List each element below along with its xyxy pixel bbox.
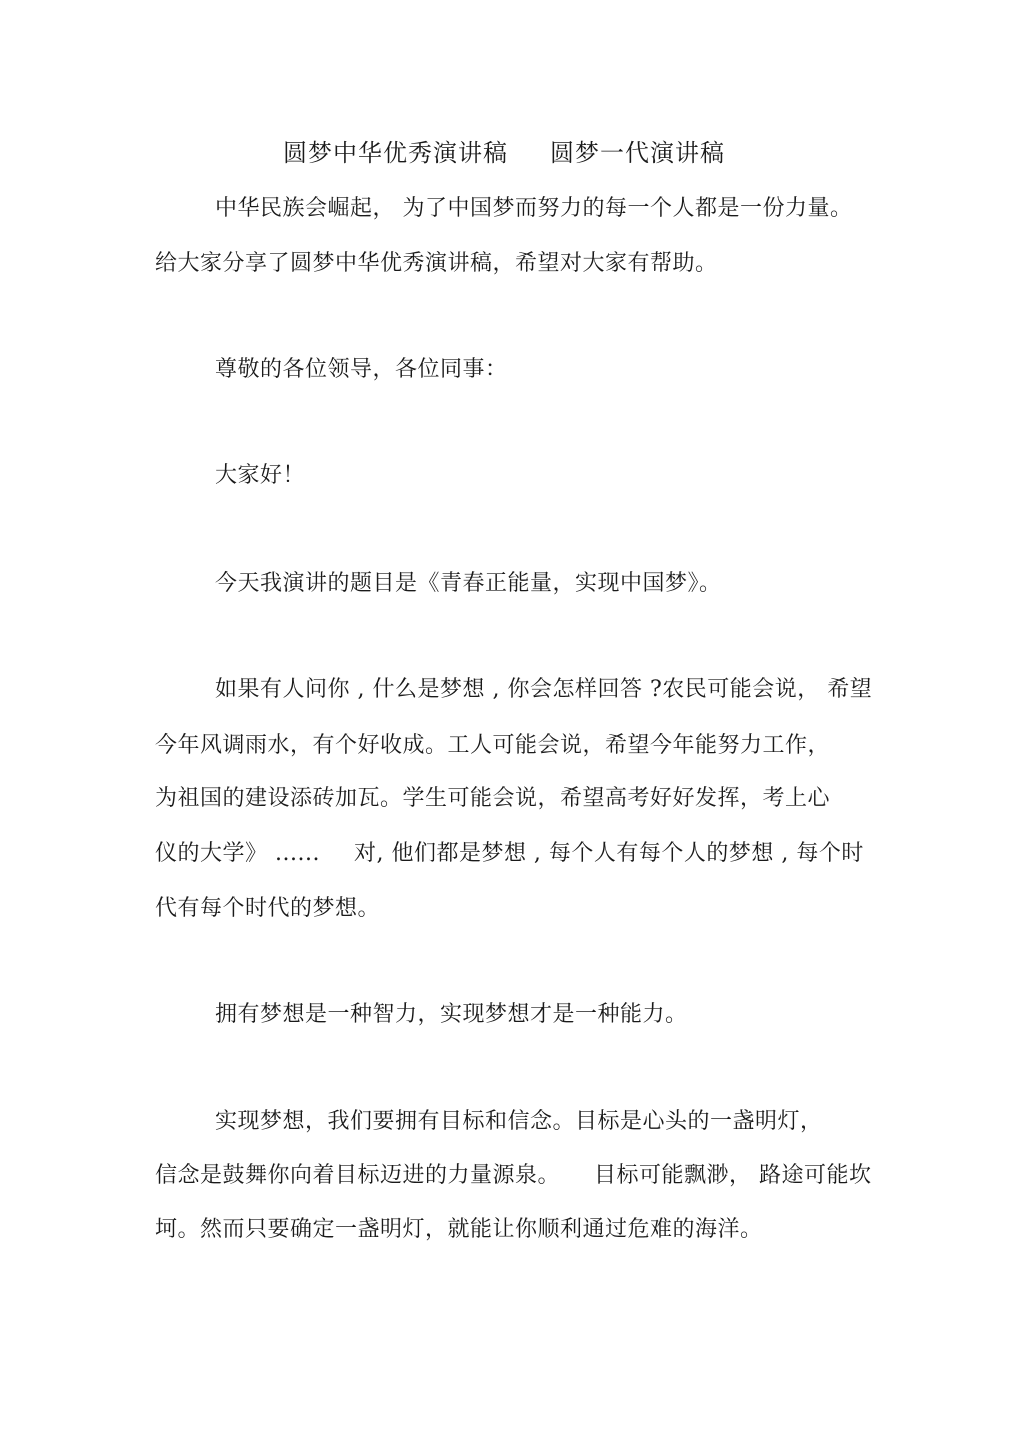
intro-line-1: 中华民族会崛起， 为了中国梦而努力的每一个人都是一份力量。 xyxy=(215,196,853,221)
paragraph-1-line-4 xyxy=(155,840,864,868)
paragraph-1-line-5: 代有每个时代的梦想。 xyxy=(155,896,381,921)
paragraph-3-line-2-start: 信念是鼓舞你向着目标迈进的力量源泉。 xyxy=(155,1163,561,1188)
paragraph-3-line-1: 实现梦想，我们要拥有目标和信念。目标是心头的一盏明灯， xyxy=(215,1109,823,1134)
paragraph-1-line-4-end: 对, 他们都是梦想 , 每个人有每个人的梦想 , 每个时 xyxy=(353,841,864,866)
paragraph-2: 拥有梦想是一种智力，实现梦想才是一种能力。 xyxy=(215,1002,688,1027)
intro-line-2: 给大家分享了圆梦中华优秀演讲稿，希望对大家有帮助。 xyxy=(155,251,718,276)
salutation: 尊敬的各位领导，各位同事： xyxy=(215,357,508,382)
paragraph-3-line-3: 坷。然而只要确定一盏明灯，就能让你顺利通过危难的海洋。 xyxy=(155,1217,763,1242)
paragraph-3-line-2-end: 目标可能飘渺， 路途可能坎 xyxy=(594,1163,872,1188)
paragraph-1-line-1: 如果有人问你 , 什么是梦想 , 你会怎样回答 ?农民可能会说， 希望 xyxy=(215,677,873,702)
page-title xyxy=(283,139,725,167)
speech-topic: 今天我演讲的题目是《青春正能量，实现中国梦》。 xyxy=(215,571,722,596)
paragraph-3-line-2 xyxy=(155,1162,872,1190)
paragraph-1-line-4-start: 仪的大学》 ...... xyxy=(155,841,320,866)
title-main: 圆梦中华优秀演讲稿 xyxy=(283,139,508,167)
greeting: 大家好！ xyxy=(215,463,306,488)
paragraph-1-line-3: 为祖国的建设添砖加瓦。学生可能会说，希望高考好好发挥，考上心 xyxy=(155,786,831,811)
title-subtitle: 圆梦一代演讲稿 xyxy=(550,139,725,167)
paragraph-1-line-2: 今年风调雨水，有个好收成。工人可能会说，希望今年能努力工作， xyxy=(155,733,831,758)
